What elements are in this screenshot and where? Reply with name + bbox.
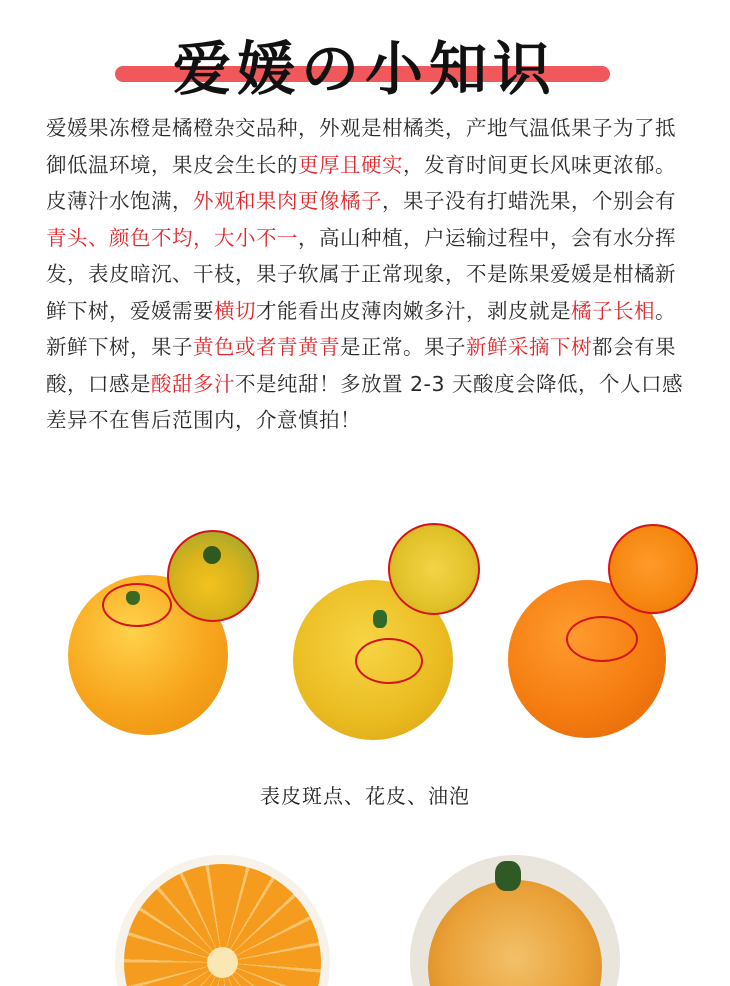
zoom-circle [167, 530, 259, 622]
zoom-circle [388, 523, 480, 615]
highlight-oval [102, 583, 172, 627]
highlight-text: 外观和果肉更像橘子 [193, 189, 382, 213]
fruit-photo-1 [60, 525, 270, 745]
body-text-segment: ，发育时间更长风味更浓郁。 [403, 152, 676, 177]
stem-icon [126, 591, 140, 605]
fruit-photo-2 [285, 525, 495, 750]
peeled-orange-photo [410, 855, 620, 986]
highlight-text: 横切 [214, 298, 256, 323]
body-text-segment: 都会有果酸，口感是 [46, 335, 676, 396]
highlight-text: 新鲜采摘下树 [466, 335, 592, 359]
description-text [46, 110, 686, 439]
paragraph-2 [46, 183, 686, 439]
highlight-text: 黄色或者青黄青 [193, 335, 340, 359]
body-text-segment: 不是纯甜！多放置 2-3 天酸度会降低，个人口感差异不在售后范围内，介意慎拍！ [46, 371, 684, 432]
body-text-segment: ，高山种植，户运输过程中，会有水分挥发，表皮暗沉、干枝，果子软属于正常现象，不是陈果爱媛是柑橘新鲜下树，爱媛需要 [46, 225, 676, 323]
cross-section-photo [115, 855, 330, 986]
body-text-segment: ，果子没有打蜡洗果，个别会有 [382, 189, 676, 213]
paragraph-1 [46, 110, 686, 183]
image-caption: 表皮斑点、花皮、油泡 [260, 784, 470, 808]
title-section [0, 18, 730, 103]
body-text-segment: 才能看出皮薄肉嫩多汁，剥皮就是 [256, 298, 571, 323]
highlight-text: 橘子长相 [571, 298, 655, 323]
body-text-segment: 。新鲜下树，果子 [46, 298, 676, 359]
highlight-oval [355, 638, 423, 684]
body-text-segment: 爱媛果冻橙是橘橙杂交品种，外观是柑橘类，产地气温低果子为了抵御低温环境，果皮会生长的 [46, 116, 676, 177]
stem-icon [373, 610, 387, 628]
page-title: 爱媛の小知识 [172, 35, 557, 103]
highlight-text: 青头、颜色不均，大小不一 [46, 225, 298, 250]
body-text-segment: 是正常。果子 [340, 335, 466, 359]
zoom-circle [608, 524, 698, 614]
highlight-oval [566, 616, 638, 662]
highlight-text: 酸甜多汁 [151, 371, 235, 396]
fruit-photo-3 [500, 520, 710, 745]
body-text-segment: 皮薄汁水饱满， [46, 189, 193, 213]
highlight-text: 更厚且硬实 [298, 152, 403, 177]
